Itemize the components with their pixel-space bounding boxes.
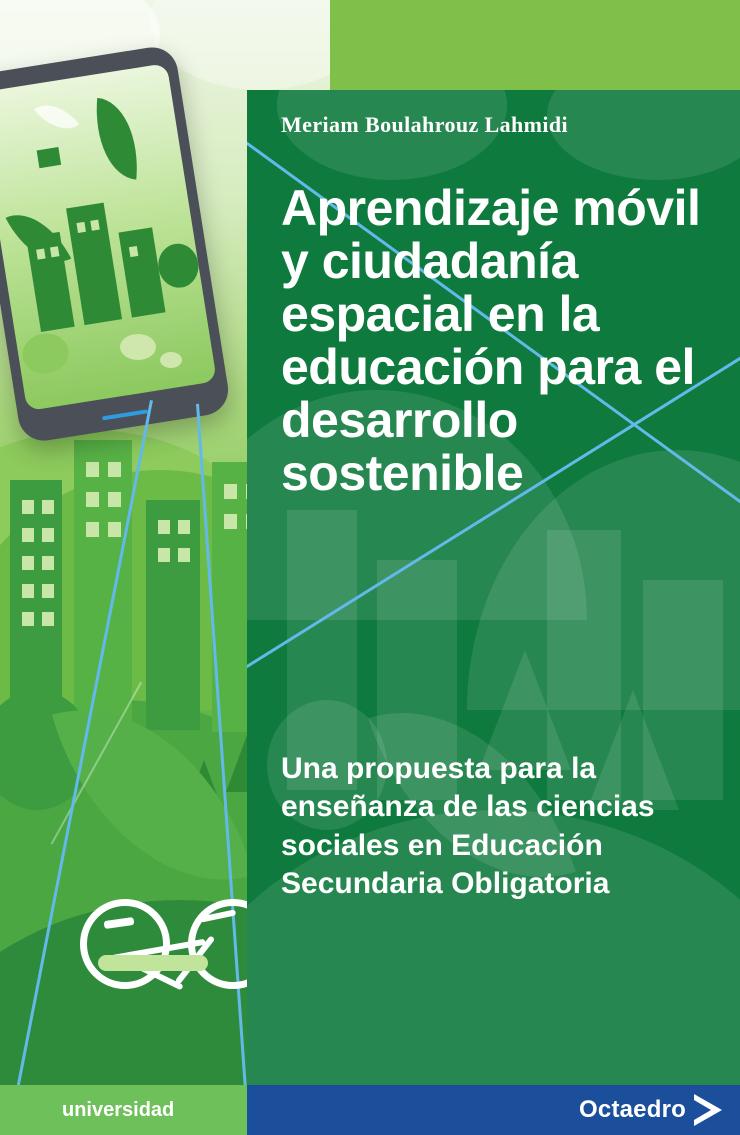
window-shape (22, 556, 34, 570)
collection-label: universidad (0, 1085, 247, 1135)
tree-shape (155, 241, 201, 291)
window-shape (42, 612, 54, 626)
window-shape (76, 222, 85, 233)
window-shape (178, 548, 190, 562)
window-shape (22, 528, 34, 542)
window-shape (42, 528, 54, 542)
window-shape (36, 248, 45, 259)
phone-screen (0, 63, 217, 411)
publisher-name: Octaedro (579, 1096, 686, 1123)
window-shape (108, 522, 121, 537)
window-shape (22, 500, 34, 514)
book-title: Aprendizaje móvil y ciudadanía espacial en la educación para el desarrollo sostenible (281, 180, 701, 501)
window-shape (22, 612, 34, 626)
publisher-bar (247, 1085, 740, 1135)
window-shape (129, 246, 138, 257)
window-shape (42, 556, 54, 570)
leaf-icon (34, 93, 79, 140)
phone-home-indicator (102, 409, 148, 420)
window-shape (37, 147, 62, 168)
window-shape (158, 520, 170, 534)
window-shape (42, 584, 54, 598)
building-shape (74, 440, 132, 730)
building-shape (118, 227, 165, 317)
window-shape (178, 520, 190, 534)
window-shape (90, 220, 99, 231)
window-shape (22, 584, 34, 598)
bush-shape (160, 352, 182, 368)
title-panel (247, 90, 740, 1085)
cover-footer (0, 1085, 740, 1135)
window-shape (158, 548, 170, 562)
smartphone-illustration (0, 44, 232, 445)
window-shape (108, 462, 121, 477)
window-shape (224, 484, 237, 499)
leaf-icon (90, 98, 143, 180)
window-shape (108, 492, 121, 507)
window-shape (86, 462, 99, 477)
window-shape (42, 500, 54, 514)
window-shape (86, 492, 99, 507)
book-subtitle: Una propuesta para la enseñanza de las ciencias sociales en Educación Secundaria Obligatoria (281, 752, 655, 901)
octaedro-logo-icon (694, 1094, 722, 1126)
bush-shape (120, 334, 156, 360)
book-author: Meriam Boulahrouz Lahmidi (281, 112, 569, 137)
building-shape (10, 480, 62, 720)
window-shape (224, 514, 237, 529)
window-shape (50, 246, 59, 257)
window-shape (86, 522, 99, 537)
bicycle-cargo (98, 955, 208, 971)
tree-shape (20, 330, 72, 377)
